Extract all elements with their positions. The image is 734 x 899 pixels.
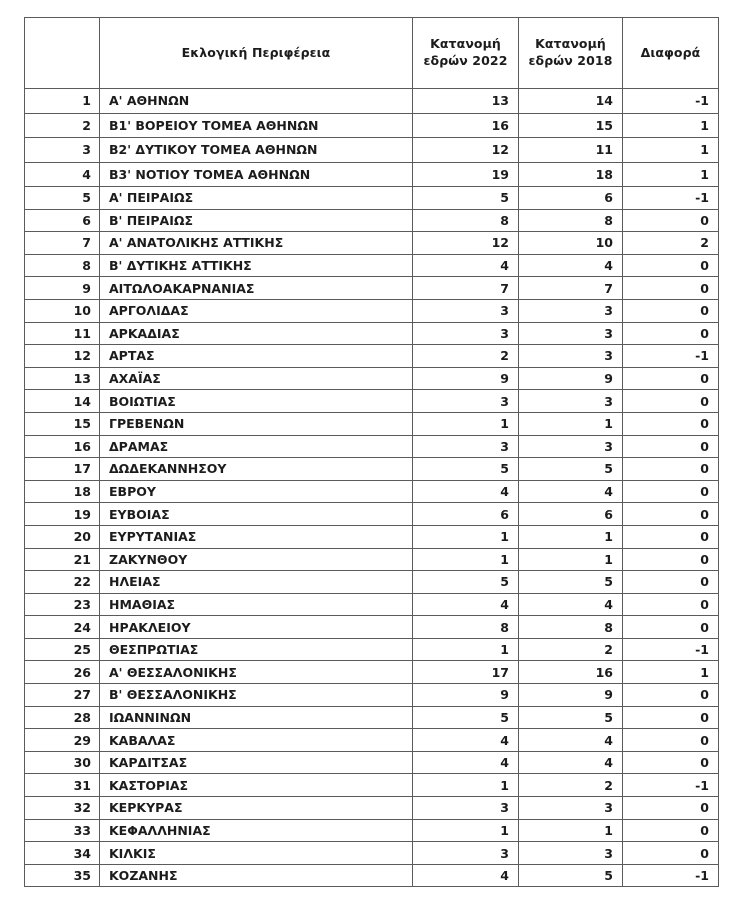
seats-2022-cell: 1 bbox=[413, 412, 519, 435]
row-index-cell: 2 bbox=[25, 113, 100, 138]
seats-2018-cell: 3 bbox=[519, 797, 623, 820]
row-index-cell: 34 bbox=[25, 842, 100, 865]
table-row bbox=[25, 819, 719, 842]
table-row bbox=[25, 729, 719, 752]
row-index-cell: 5 bbox=[25, 187, 100, 210]
seats-2018-cell: 9 bbox=[519, 367, 623, 390]
difference-cell: 2 bbox=[623, 232, 719, 255]
table-row bbox=[25, 525, 719, 548]
row-index-cell: 24 bbox=[25, 616, 100, 639]
difference-cell: 1 bbox=[623, 661, 719, 684]
seats-2018-cell: 1 bbox=[519, 819, 623, 842]
row-index-cell: 33 bbox=[25, 819, 100, 842]
table-row bbox=[25, 277, 719, 300]
constituency-name-cell: ΔΡΑΜΑΣ bbox=[100, 435, 413, 458]
row-index-cell: 30 bbox=[25, 751, 100, 774]
seats-2022-cell: 7 bbox=[413, 277, 519, 300]
row-index-cell: 4 bbox=[25, 162, 100, 187]
column-header-index bbox=[25, 18, 100, 89]
seats-2022-cell: 4 bbox=[413, 729, 519, 752]
row-index-cell: 16 bbox=[25, 435, 100, 458]
constituency-name-cell: ΔΩΔΕΚΑΝΝΗΣΟΥ bbox=[100, 458, 413, 481]
row-index-cell: 3 bbox=[25, 138, 100, 163]
constituency-name-cell: Β' ΠΕΙΡΑΙΩΣ bbox=[100, 209, 413, 232]
row-index-cell: 9 bbox=[25, 277, 100, 300]
difference-cell: -1 bbox=[623, 638, 719, 661]
seats-2018-cell: 3 bbox=[519, 842, 623, 865]
difference-cell: 0 bbox=[623, 525, 719, 548]
row-index-cell: 10 bbox=[25, 299, 100, 322]
seats-2022-cell: 5 bbox=[413, 458, 519, 481]
seats-2022-cell: 4 bbox=[413, 751, 519, 774]
constituency-name-cell: ΑΡΚΑΔΙΑΣ bbox=[100, 322, 413, 345]
row-index-cell: 31 bbox=[25, 774, 100, 797]
seat-allocation-table bbox=[24, 17, 719, 887]
row-index-cell: 14 bbox=[25, 390, 100, 413]
seats-2018-cell: 8 bbox=[519, 616, 623, 639]
constituency-name-cell: ΗΡΑΚΛΕΙΟΥ bbox=[100, 616, 413, 639]
seats-2022-cell: 4 bbox=[413, 864, 519, 887]
seats-2022-cell: 2 bbox=[413, 345, 519, 368]
table-row bbox=[25, 842, 719, 865]
seats-2022-cell: 4 bbox=[413, 254, 519, 277]
table-body bbox=[25, 89, 719, 887]
column-header-seats-2022-line1: Κατανομή bbox=[430, 36, 501, 52]
constituency-name-cell: Β1' ΒΟΡΕΙΟΥ ΤΟΜΕΑ ΑΘΗΝΩΝ bbox=[100, 113, 413, 138]
table-row bbox=[25, 503, 719, 526]
difference-cell: 0 bbox=[623, 797, 719, 820]
seats-2018-cell: 4 bbox=[519, 254, 623, 277]
seats-2022-cell: 3 bbox=[413, 390, 519, 413]
difference-cell: 0 bbox=[623, 435, 719, 458]
seats-2022-cell: 4 bbox=[413, 593, 519, 616]
seats-2018-cell: 10 bbox=[519, 232, 623, 255]
constituency-name-cell: Β' ΘΕΣΣΑΛΟΝΙΚΗΣ bbox=[100, 684, 413, 707]
difference-cell: 0 bbox=[623, 616, 719, 639]
difference-cell: 0 bbox=[623, 209, 719, 232]
row-index-cell: 29 bbox=[25, 729, 100, 752]
row-index-cell: 25 bbox=[25, 638, 100, 661]
seats-2018-cell: 4 bbox=[519, 751, 623, 774]
difference-cell: -1 bbox=[623, 89, 719, 114]
table-row bbox=[25, 322, 719, 345]
seats-2018-cell: 9 bbox=[519, 684, 623, 707]
difference-cell: 0 bbox=[623, 684, 719, 707]
table-row bbox=[25, 209, 719, 232]
seats-2022-cell: 17 bbox=[413, 661, 519, 684]
row-index-cell: 20 bbox=[25, 525, 100, 548]
seats-2022-cell: 5 bbox=[413, 187, 519, 210]
table-row bbox=[25, 162, 719, 187]
table-row bbox=[25, 616, 719, 639]
row-index-cell: 12 bbox=[25, 345, 100, 368]
seats-2018-cell: 1 bbox=[519, 525, 623, 548]
seats-2022-cell: 1 bbox=[413, 548, 519, 571]
seats-2018-cell: 7 bbox=[519, 277, 623, 300]
table-row bbox=[25, 187, 719, 210]
seats-2018-cell: 18 bbox=[519, 162, 623, 187]
table-row bbox=[25, 593, 719, 616]
table-row bbox=[25, 684, 719, 707]
difference-cell: 0 bbox=[623, 729, 719, 752]
seats-2022-cell: 3 bbox=[413, 842, 519, 865]
seats-2018-cell: 14 bbox=[519, 89, 623, 114]
column-header-seats-2018-line1: Κατανομή bbox=[535, 36, 606, 52]
table-row bbox=[25, 254, 719, 277]
difference-cell: 0 bbox=[623, 322, 719, 345]
constituency-name-cell: Β3' ΝΟΤΙΟΥ ΤΟΜΕΑ ΑΘΗΝΩΝ bbox=[100, 162, 413, 187]
row-index-cell: 22 bbox=[25, 571, 100, 594]
table-row bbox=[25, 299, 719, 322]
row-index-cell: 1 bbox=[25, 89, 100, 114]
difference-cell: 0 bbox=[623, 277, 719, 300]
seats-2018-cell: 3 bbox=[519, 390, 623, 413]
seats-2018-cell: 2 bbox=[519, 774, 623, 797]
row-index-cell: 23 bbox=[25, 593, 100, 616]
constituency-name-cell: ΚΑΒΑΛΑΣ bbox=[100, 729, 413, 752]
seats-2018-cell: 3 bbox=[519, 299, 623, 322]
difference-cell: -1 bbox=[623, 774, 719, 797]
difference-cell: -1 bbox=[623, 187, 719, 210]
difference-cell: -1 bbox=[623, 864, 719, 887]
difference-cell: 0 bbox=[623, 593, 719, 616]
seats-2022-cell: 12 bbox=[413, 138, 519, 163]
seats-2018-cell: 4 bbox=[519, 729, 623, 752]
row-index-cell: 27 bbox=[25, 684, 100, 707]
difference-cell: 0 bbox=[623, 254, 719, 277]
row-index-cell: 13 bbox=[25, 367, 100, 390]
constituency-name-cell: ΒΟΙΩΤΙΑΣ bbox=[100, 390, 413, 413]
seats-2018-cell: 4 bbox=[519, 480, 623, 503]
constituency-name-cell: ΘΕΣΠΡΩΤΙΑΣ bbox=[100, 638, 413, 661]
difference-cell: 1 bbox=[623, 162, 719, 187]
column-header-seats-2018 bbox=[519, 18, 623, 89]
seats-2022-cell: 9 bbox=[413, 367, 519, 390]
seats-2022-cell: 12 bbox=[413, 232, 519, 255]
seat-allocation-table-container bbox=[24, 17, 718, 887]
difference-cell: 1 bbox=[623, 113, 719, 138]
constituency-name-cell: ΑΙΤΩΛΟΑΚΑΡΝΑΝΙΑΣ bbox=[100, 277, 413, 300]
table-row bbox=[25, 797, 719, 820]
difference-cell: 0 bbox=[623, 458, 719, 481]
seats-2018-cell: 16 bbox=[519, 661, 623, 684]
difference-cell: 0 bbox=[623, 751, 719, 774]
row-index-cell: 15 bbox=[25, 412, 100, 435]
seats-2018-cell: 4 bbox=[519, 593, 623, 616]
table-row bbox=[25, 390, 719, 413]
constituency-name-cell: Α' ΑΝΑΤΟΛΙΚΗΣ ΑΤΤΙΚΗΣ bbox=[100, 232, 413, 255]
seats-2018-cell: 11 bbox=[519, 138, 623, 163]
table-header bbox=[25, 18, 719, 89]
seats-2022-cell: 3 bbox=[413, 797, 519, 820]
seats-2022-cell: 1 bbox=[413, 819, 519, 842]
seats-2022-cell: 3 bbox=[413, 435, 519, 458]
seats-2018-cell: 2 bbox=[519, 638, 623, 661]
row-index-cell: 26 bbox=[25, 661, 100, 684]
table-row bbox=[25, 435, 719, 458]
row-index-cell: 28 bbox=[25, 706, 100, 729]
constituency-name-cell: Α' ΠΕΙΡΑΙΩΣ bbox=[100, 187, 413, 210]
seats-2022-cell: 9 bbox=[413, 684, 519, 707]
row-index-cell: 6 bbox=[25, 209, 100, 232]
seats-2022-cell: 19 bbox=[413, 162, 519, 187]
row-index-cell: 19 bbox=[25, 503, 100, 526]
difference-cell: 0 bbox=[623, 503, 719, 526]
table-row bbox=[25, 864, 719, 887]
column-header-seats-2022 bbox=[413, 18, 519, 89]
table-row bbox=[25, 706, 719, 729]
seats-2022-cell: 3 bbox=[413, 299, 519, 322]
row-index-cell: 11 bbox=[25, 322, 100, 345]
table-row bbox=[25, 345, 719, 368]
constituency-name-cell: ΚΙΛΚΙΣ bbox=[100, 842, 413, 865]
row-index-cell: 32 bbox=[25, 797, 100, 820]
seats-2022-cell: 3 bbox=[413, 322, 519, 345]
difference-cell: 0 bbox=[623, 412, 719, 435]
constituency-name-cell: ΓΡΕΒΕΝΩΝ bbox=[100, 412, 413, 435]
table-row bbox=[25, 232, 719, 255]
constituency-name-cell: ΚΟΖΑΝΗΣ bbox=[100, 864, 413, 887]
seats-2018-cell: 3 bbox=[519, 345, 623, 368]
seats-2018-cell: 5 bbox=[519, 706, 623, 729]
constituency-name-cell: Α' ΑΘΗΝΩΝ bbox=[100, 89, 413, 114]
column-header-seats-2022-line2: εδρών 2022 bbox=[423, 53, 508, 68]
constituency-name-cell: ΗΛΕΙΑΣ bbox=[100, 571, 413, 594]
seats-2022-cell: 4 bbox=[413, 480, 519, 503]
difference-cell: 0 bbox=[623, 842, 719, 865]
seats-2018-cell: 5 bbox=[519, 571, 623, 594]
seats-2018-cell: 1 bbox=[519, 548, 623, 571]
row-index-cell: 18 bbox=[25, 480, 100, 503]
difference-cell: 0 bbox=[623, 367, 719, 390]
seats-2018-cell: 6 bbox=[519, 187, 623, 210]
table-row bbox=[25, 751, 719, 774]
seats-2022-cell: 13 bbox=[413, 89, 519, 114]
constituency-name-cell: ΑΧΑΪΑΣ bbox=[100, 367, 413, 390]
constituency-name-cell: ΚΕΡΚΥΡΑΣ bbox=[100, 797, 413, 820]
difference-cell: 0 bbox=[623, 299, 719, 322]
seats-2022-cell: 1 bbox=[413, 774, 519, 797]
difference-cell: 0 bbox=[623, 819, 719, 842]
seats-2022-cell: 1 bbox=[413, 638, 519, 661]
seats-2022-cell: 5 bbox=[413, 706, 519, 729]
row-index-cell: 8 bbox=[25, 254, 100, 277]
seats-2022-cell: 1 bbox=[413, 525, 519, 548]
column-header-constituency: Εκλογική Περιφέρεια bbox=[100, 18, 413, 89]
constituency-name-cell: Α' ΘΕΣΣΑΛΟΝΙΚΗΣ bbox=[100, 661, 413, 684]
table-row bbox=[25, 138, 719, 163]
table-row bbox=[25, 367, 719, 390]
constituency-name-cell: ΑΡΓΟΛΙΔΑΣ bbox=[100, 299, 413, 322]
constituency-name-cell: ΑΡΤΑΣ bbox=[100, 345, 413, 368]
table-row bbox=[25, 113, 719, 138]
row-index-cell: 35 bbox=[25, 864, 100, 887]
constituency-name-cell: ΚΕΦΑΛΛΗΝΙΑΣ bbox=[100, 819, 413, 842]
constituency-name-cell: ΙΩΑΝΝΙΝΩΝ bbox=[100, 706, 413, 729]
seats-2022-cell: 6 bbox=[413, 503, 519, 526]
constituency-name-cell: ΕΥΡΥΤΑΝΙΑΣ bbox=[100, 525, 413, 548]
table-row bbox=[25, 661, 719, 684]
seats-2022-cell: 8 bbox=[413, 209, 519, 232]
table-row bbox=[25, 480, 719, 503]
header-row bbox=[25, 18, 719, 89]
row-index-cell: 21 bbox=[25, 548, 100, 571]
difference-cell: 0 bbox=[623, 706, 719, 729]
seats-2018-cell: 5 bbox=[519, 458, 623, 481]
constituency-name-cell: ΕΒΡΟΥ bbox=[100, 480, 413, 503]
seats-2022-cell: 16 bbox=[413, 113, 519, 138]
constituency-name-cell: ΗΜΑΘΙΑΣ bbox=[100, 593, 413, 616]
constituency-name-cell: Β2' ΔΥΤΙΚΟΥ ΤΟΜΕΑ ΑΘΗΝΩΝ bbox=[100, 138, 413, 163]
column-header-difference: Διαφορά bbox=[623, 18, 719, 89]
table-row bbox=[25, 412, 719, 435]
seats-2022-cell: 5 bbox=[413, 571, 519, 594]
table-row bbox=[25, 638, 719, 661]
difference-cell: 0 bbox=[623, 548, 719, 571]
constituency-name-cell: ΕΥΒΟΙΑΣ bbox=[100, 503, 413, 526]
table-row bbox=[25, 774, 719, 797]
constituency-name-cell: ΚΑΡΔΙΤΣΑΣ bbox=[100, 751, 413, 774]
difference-cell: -1 bbox=[623, 345, 719, 368]
row-index-cell: 7 bbox=[25, 232, 100, 255]
seats-2018-cell: 5 bbox=[519, 864, 623, 887]
constituency-name-cell: ΚΑΣΤΟΡΙΑΣ bbox=[100, 774, 413, 797]
seats-2018-cell: 1 bbox=[519, 412, 623, 435]
constituency-name-cell: Β' ΔΥΤΙΚΗΣ ΑΤΤΙΚΗΣ bbox=[100, 254, 413, 277]
seats-2018-cell: 3 bbox=[519, 435, 623, 458]
seats-2018-cell: 8 bbox=[519, 209, 623, 232]
difference-cell: 0 bbox=[623, 390, 719, 413]
table-row bbox=[25, 548, 719, 571]
constituency-name-cell: ΖΑΚΥΝΘΟΥ bbox=[100, 548, 413, 571]
table-row bbox=[25, 89, 719, 114]
row-index-cell: 17 bbox=[25, 458, 100, 481]
difference-cell: 0 bbox=[623, 480, 719, 503]
seats-2018-cell: 3 bbox=[519, 322, 623, 345]
seats-2018-cell: 15 bbox=[519, 113, 623, 138]
difference-cell: 1 bbox=[623, 138, 719, 163]
difference-cell: 0 bbox=[623, 571, 719, 594]
column-header-seats-2018-line2: εδρών 2018 bbox=[528, 53, 613, 68]
table-row bbox=[25, 571, 719, 594]
seats-2018-cell: 6 bbox=[519, 503, 623, 526]
seats-2022-cell: 8 bbox=[413, 616, 519, 639]
table-row bbox=[25, 458, 719, 481]
